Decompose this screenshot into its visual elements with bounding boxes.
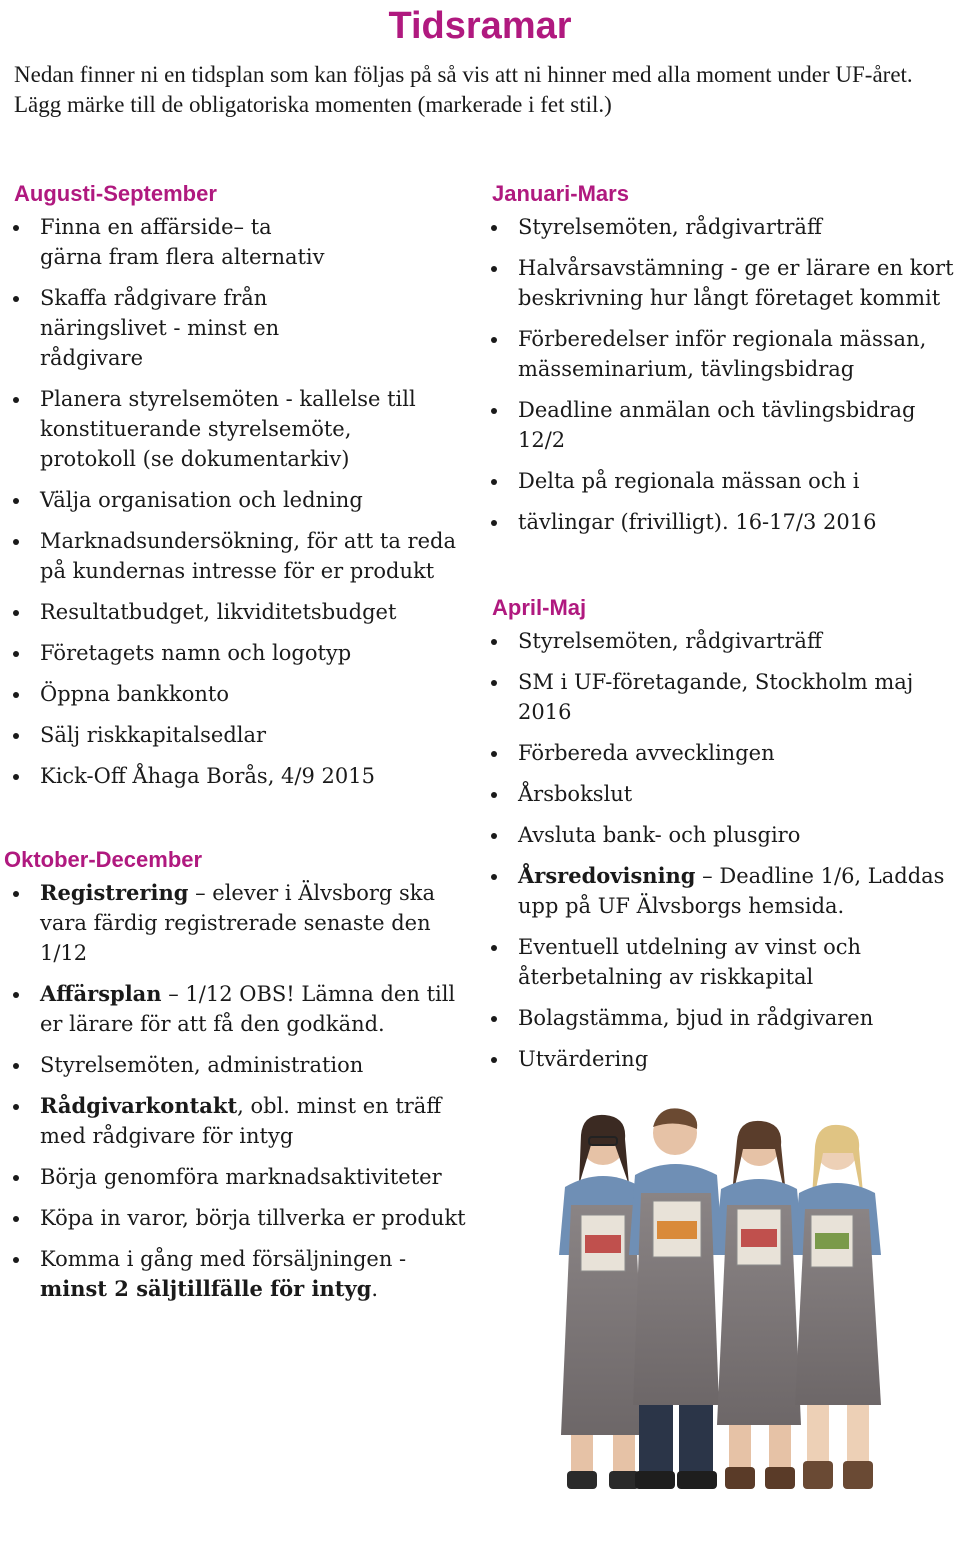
list-item: Eventuell utdelning av vinst och återbetalning av riskkapital [492,932,958,992]
jan-list [492,212,954,537]
list-item: Finna en affärside– ta gärna fram flera alternativ [14,212,340,272]
section-heading: Januari-Mars [492,181,629,206]
list-item: Registrering – elever i Älvsborg ska vara färdig registrerade senaste den 1/12 [14,878,460,968]
list-item: tävlingar (frivilligt). 16-17/3 2016 [492,507,954,537]
list-item: Affärsplan – 1/12 OBS! Lämna den till er lärare för att få den godkänd. [14,979,460,1039]
four-students-in-aprons-photo [525,1105,905,1500]
list-item: Utvärdering [492,1044,954,1074]
list-item: Marknadsundersökning, för att ta reda på kundernas intresse för er produkt [14,526,480,586]
list-item: Öppna bankkonto [14,679,474,709]
list-item: Årsredovisning – Deadline 1/6, Laddas upp på UF Älvsborgs hemsida. [492,861,958,921]
section-april-maj [492,594,954,1085]
list-item: Styrelsemöten, rådgivarträff [492,626,954,656]
list-item: Avsluta bank- och plusgiro [492,820,954,850]
person-2 [629,1108,723,1489]
list-item: Sälj riskkapitalsedlar [14,720,474,750]
list-item: Företagets namn och logotyp [14,638,474,668]
list-item: Halvårsavstämning - ge er lärare en kort beskrivning hur långt företaget kommit [492,253,960,313]
list-item: Styrelsemöten, administration [14,1050,484,1080]
person-4 [793,1125,881,1489]
page-title: Tidsramar [388,5,572,47]
list-item: Bolagstämma, bjud in rådgivaren [492,1003,954,1033]
aug-list [14,212,474,791]
section-heading: April-Maj [492,595,587,620]
okt-list [14,878,484,1304]
list-item: Välja organisation och ledning [14,485,474,515]
list-item: Köpa in varor, börja tillverka er produkt [14,1203,510,1233]
apr-list [492,626,954,1074]
list-item: Rådgivarkontakt, obl. minst en träff med rådgivare för intyg [14,1091,470,1151]
section-heading: Augusti-September [14,181,217,206]
list-item: Komma i gång med försäljningen - minst 2 säljtillfälle för intyg. [14,1244,460,1304]
list-item: SM i UF-företagande, Stockholm maj 2016 [492,667,938,727]
list-item: Skaffa rådgivare från näringslivet - minst en rådgivare [14,283,360,373]
person-1 [559,1115,647,1489]
list-item: Styrelsemöten, rådgivarträff [492,212,954,242]
section-heading: Oktober-December [4,847,203,872]
list-item: Delta på regionala mässan och i [492,466,954,496]
section-oktober-december [4,846,484,1315]
section-januari-mars [492,180,954,548]
list-item: Deadline anmälan och tävlingsbidrag 12/2 [492,395,938,455]
intro-text: Nedan finner ni en tidsplan som kan följas på så vis att ni hinner med alla moment under UF-året. Lägg märke till de obligatoriska momenten (markerade i fet stil.) [14,62,913,117]
list-item: Kick-Off Åhaga Borås, 4/9 2015 [14,761,474,791]
list-item: Planera styrelsemöten - kallelse till konstituerande styrelsemöte, protokoll (se dokumentarkiv) [14,384,450,474]
person-3 [715,1121,803,1489]
list-item: Resultatbudget, likviditetsbudget [14,597,474,627]
list-item: Börja genomföra marknadsaktiviteter [14,1162,484,1192]
list-item: Förbereda avvecklingen [492,738,954,768]
section-augusti-september [14,180,474,802]
list-item: Förberedelser inför regionala mässan, mässeminarium, tävlingsbidrag [492,324,960,384]
list-item: Årsbokslut [492,779,954,809]
